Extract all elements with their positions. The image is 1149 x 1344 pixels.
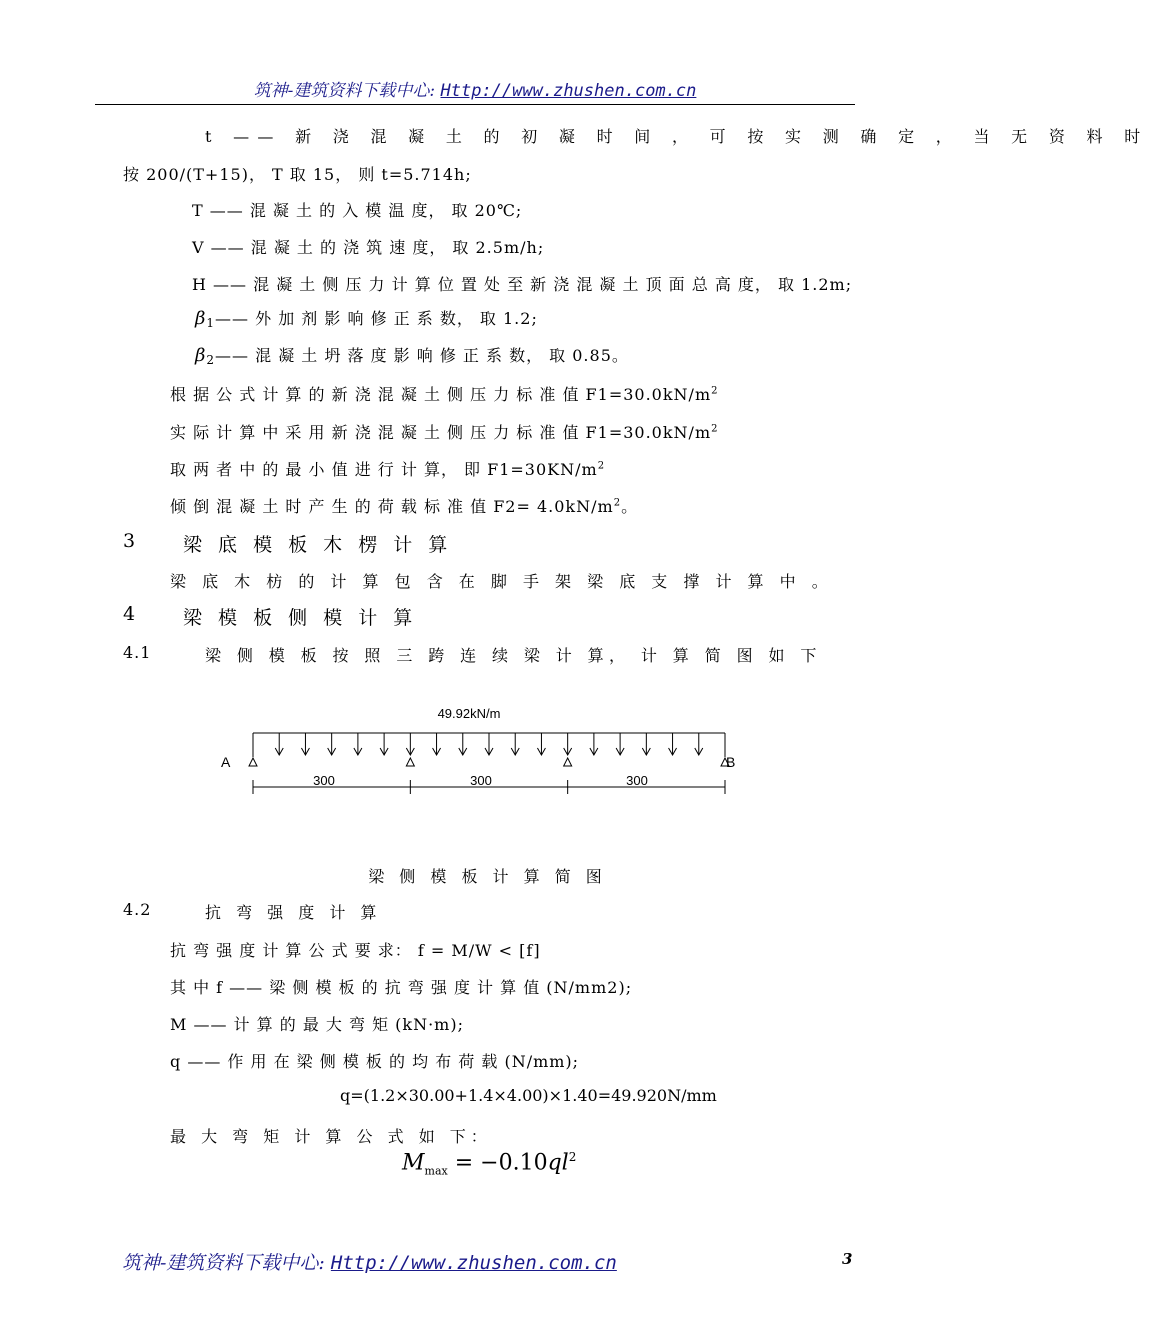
formula-m: M: [402, 1150, 425, 1176]
section3-number: 3: [123, 530, 141, 552]
f2-sup: 2: [613, 497, 622, 509]
section41-title: 梁 侧 模 板 按 照 三 跨 连 续 梁 计 算， 计 算 简 图 如 下: [205, 646, 822, 665]
section41-number: 4.1: [123, 643, 152, 662]
page-header: [0, 76, 950, 101]
H-definition: H —— 混 凝 土 侧 压 力 计 算 位 置 处 至 新 浇 混 凝 土 顶 面 总 高 度， 取 1.2m;: [192, 275, 853, 294]
m-definition: M —— 计 算 的 最 大 弯 矩 (kN·m);: [170, 1015, 464, 1034]
load-label: 49.92kN/m: [437, 706, 501, 721]
f1-formula-line: [170, 382, 719, 405]
f1-actual-text: 实 际 计 算 中 采 用 新 浇 混 凝 土 侧 压 力 标 准 值 F1=30.0kN/m: [170, 423, 712, 442]
section4-title: 梁 模 板 侧 模 计 算: [183, 607, 418, 629]
section3-title: 梁 底 模 板 木 楞 计 算: [183, 534, 453, 556]
formula-eq: = −0.10: [447, 1150, 548, 1176]
beta2-subscript: 2: [206, 353, 216, 367]
bending-requirement: 抗 弯 强 度 计 算 公 式 要 求： f = M/W < [f]: [170, 941, 541, 960]
q-calculation: q=(1.2×30.00+1.4×4.00)×1.40=49.920N/mm: [340, 1086, 717, 1105]
beta2-definition: [195, 343, 629, 367]
load-arrow: [380, 733, 388, 755]
formula-l: l: [561, 1150, 569, 1176]
section42-title: 抗 弯 强 度 计 算: [205, 903, 382, 922]
section42-number: 4.2: [123, 900, 152, 919]
supports: [249, 758, 729, 766]
diagram-caption: 梁 侧 模 板 计 算 简 图: [368, 867, 607, 886]
f2-text: 倾 倒 混 凝 土 时 产 生 的 荷 载 标 准 值 F2= 4.0kN/m: [170, 497, 614, 516]
section4-number: 4: [123, 603, 141, 625]
footer-url-link[interactable]: Http://www.zhushen.com.cn: [330, 1252, 617, 1274]
load-arrow: [511, 733, 519, 755]
f-definition: 其 中 f —— 梁 侧 模 板 的 抗 弯 强 度 计 算 值 (N/mm2);: [170, 978, 633, 997]
load-arrow: [642, 733, 650, 755]
beta2-symbol: β: [195, 345, 207, 366]
f1-actual-line: [170, 420, 719, 443]
t-definition-line2: 按 200/(T+15)， T 取 15， 则 t=5.714h;: [123, 165, 472, 184]
load-arrow: [590, 733, 598, 755]
T-definition: T —— 混 凝 土 的 入 模 温 度， 取 20℃;: [192, 201, 523, 220]
q-definition: q —— 作 用 在 梁 侧 模 板 的 均 布 荷 载 (N/mm);: [170, 1052, 580, 1071]
mmax-intro: 最 大 弯 矩 计 算 公 式 如 下：: [170, 1127, 492, 1146]
load-arrow: [485, 733, 493, 755]
support-label-a: A: [221, 754, 231, 770]
page-number: 3: [842, 1250, 853, 1268]
header-url-link[interactable]: Http://www.zhushen.com.cn: [440, 81, 697, 101]
f2-end: 。: [621, 497, 639, 516]
f1-min-line: [170, 457, 605, 480]
footer-site: 筑神-建筑资料下载中心:: [122, 1252, 325, 1274]
formula-sup: 2: [568, 1150, 577, 1164]
beam-diagram: [200, 695, 760, 805]
load-arrow: [459, 733, 467, 755]
load-arrow: [328, 733, 336, 755]
beta1-symbol: β: [195, 308, 207, 329]
support-triangle: [564, 758, 572, 766]
load-arrow: [301, 733, 309, 755]
mmax-formula: [402, 1150, 576, 1178]
load-arrow: [406, 733, 414, 755]
V-definition: V —— 混 凝 土 的 浇 筑 速 度， 取 2.5m/h;: [192, 238, 545, 257]
load-arrow: [537, 733, 545, 755]
header-rule: [95, 104, 855, 105]
load-arrow: [669, 733, 677, 755]
support-label-b: B: [726, 754, 736, 770]
span-label-1: 300: [313, 773, 335, 788]
load-arrow: [275, 733, 283, 755]
f1-formula-text: 根 据 公 式 计 算 的 新 浇 混 凝 土 侧 压 力 标 准 值 F1=30.0kN/m: [170, 385, 712, 404]
beta1-subscript: 1: [206, 316, 216, 330]
support-triangle: [249, 758, 257, 766]
beta2-text: —— 混 凝 土 坍 落 度 影 响 修 正 系 数， 取 0.85。: [215, 346, 629, 365]
f1-min-text: 取 两 者 中 的 最 小 值 进 行 计 算， 即 F1=30KN/m: [170, 460, 598, 479]
formula-max-sub: max: [424, 1164, 448, 1178]
load-arrow: [354, 733, 362, 755]
beta1-text: —— 外 加 剂 影 响 修 正 系 数， 取 1.2;: [215, 309, 538, 328]
support-triangle: [406, 758, 414, 766]
header-site: 筑神-建筑资料下载中心:: [253, 81, 436, 101]
f1-min-sup: 2: [597, 460, 606, 472]
t-definition-line1: t —— 新 浇 混 凝 土 的 初 凝 时 间 ， 可 按 实 测 确 定 ， 当 无 资 料 时: [205, 127, 1149, 146]
section3-body: 梁 底 木 枋 的 计 算 包 含 在 脚 手 架 梁 底 支 撑 计 算 中 。: [170, 572, 834, 591]
page-footer: [122, 1248, 617, 1275]
f1-actual-sup: 2: [711, 423, 719, 435]
beta1-definition: [195, 306, 538, 330]
load-arrow: [695, 733, 703, 755]
f2-line: [170, 494, 638, 517]
load-arrow: [564, 733, 572, 755]
formula-q: q: [547, 1150, 562, 1176]
load-arrow: [433, 733, 441, 755]
load-arrows: [275, 733, 703, 755]
span-label-3: 300: [626, 773, 648, 788]
span-label-2: 300: [470, 773, 492, 788]
load-arrow: [616, 733, 624, 755]
f1-formula-sup: 2: [711, 385, 719, 397]
